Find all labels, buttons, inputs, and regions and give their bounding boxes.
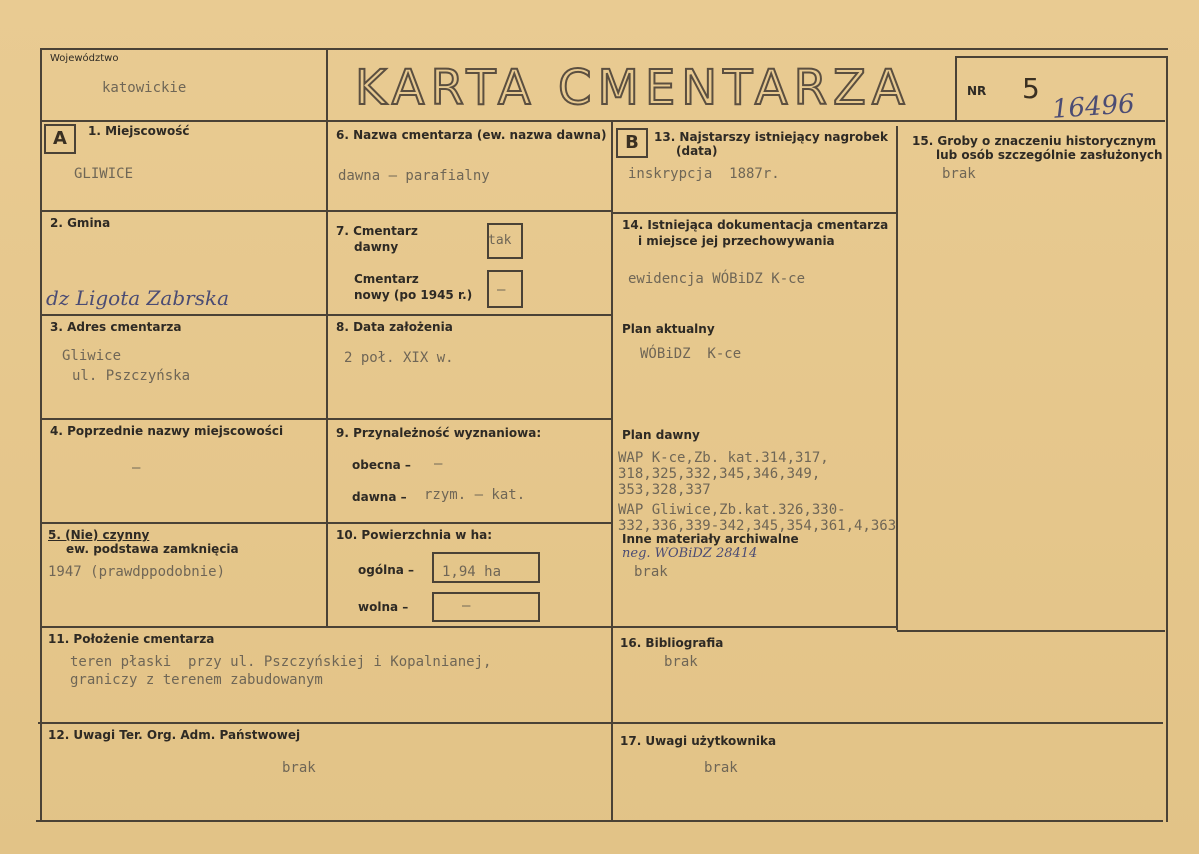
field-5-sublabel: ew. podstawa zamknięcia <box>66 542 239 556</box>
rule <box>1166 56 1168 822</box>
rule <box>40 626 897 628</box>
field-11-line1: teren płaski przy ul. Pszczyńskiej i Kopalnianej, <box>70 654 492 670</box>
field-14-sublabel: i miejsce jej przechowywania <box>638 234 835 248</box>
field-9-former-value: rzym. – kat. <box>424 487 526 503</box>
field-12-label: 12. Uwagi Ter. Org. Adm. Państwowej <box>48 728 301 742</box>
field-10-free-box <box>432 592 540 622</box>
field-3-line1: Gliwice <box>62 348 122 364</box>
field-15-sublabel: lub osób szczególnie zasłużonych <box>936 148 1163 162</box>
field-2-label: 2. Gmina <box>50 216 111 230</box>
former-plan-line: 332,336,339-342,345,354,361,4,363 <box>618 518 897 534</box>
voivodeship-value: katowickie <box>102 80 187 96</box>
rule <box>38 722 1163 724</box>
rule <box>40 48 42 820</box>
rule <box>611 120 613 820</box>
rule <box>897 630 1165 632</box>
field-11-label: 11. Położenie cmentarza <box>48 632 215 646</box>
field-4-label: 4. Poprzednie nazwy miejscowości <box>50 424 284 438</box>
field-8-value: 2 poł. XIX w. <box>344 350 454 366</box>
rule <box>326 48 328 120</box>
field-7-dawny-label: 7. Cmentarz <box>336 224 418 238</box>
former-plan-line: 318,325,332,345,346,349, <box>618 466 821 482</box>
field-8-label: 8. Data założenia <box>336 320 453 334</box>
rule <box>955 56 957 120</box>
card-title: KARTA CMENTARZA <box>355 60 911 116</box>
field-7-dawny-value: tak <box>488 233 512 248</box>
rule <box>40 120 1165 122</box>
field-13-label: 13. Najstarszy istniejący nagrobek <box>654 130 888 144</box>
field-16-label: 16. Bibliografia <box>620 636 724 650</box>
rule <box>896 126 898 630</box>
field-6-label: 6. Nazwa cmentarza (ew. nazwa dawna) <box>336 128 607 142</box>
field-13-sublabel: (data) <box>676 144 718 158</box>
field-7-nowy-value: – <box>497 282 506 298</box>
field-1-value: GLIWICE <box>74 166 134 182</box>
field-9-current-value: – <box>434 456 443 472</box>
section-b-marker: B <box>616 128 648 158</box>
field-6-value: dawna – parafialny <box>338 168 490 184</box>
field-11-line2: graniczy z terenem zabudowanym <box>70 672 323 688</box>
field-1-label: 1. Miejscowość <box>88 124 190 138</box>
field-9-former-label: dawna – <box>352 490 407 504</box>
rule <box>612 212 897 214</box>
field-15-value: brak <box>942 166 976 182</box>
section-a-marker: A <box>44 124 76 154</box>
field-14-label: 14. Istniejąca dokumentacja cmentarza <box>622 218 889 232</box>
rule <box>36 820 1163 822</box>
nr-value: 5 <box>1022 72 1040 105</box>
rule <box>40 48 1168 50</box>
other-materials-value: brak <box>634 564 668 580</box>
field-10-total-label: ogólna – <box>358 563 415 577</box>
rule <box>326 120 328 626</box>
other-materials-handwritten: neg. WOBiDZ 28414 <box>622 546 758 561</box>
field-12-value: brak <box>282 760 316 776</box>
field-10-free-label: wolna – <box>358 600 409 614</box>
voivodeship-label: Województwo <box>50 53 119 64</box>
field-17-value: brak <box>704 760 738 776</box>
field-10-total-value: 1,94 ha <box>442 564 502 580</box>
field-7-nowy-label: Cmentarz <box>354 272 419 286</box>
current-plan-value: WÓBiDZ K-ce <box>640 346 742 362</box>
former-plan-label: Plan dawny <box>622 428 700 442</box>
field-10-free-value: – <box>462 598 471 614</box>
current-plan-label: Plan aktualny <box>622 322 715 336</box>
handwritten-number: 16496 <box>1051 89 1136 125</box>
field-3-label: 3. Adres cmentarza <box>50 320 182 334</box>
field-5-label: 5. (Nie) czynny <box>48 528 150 542</box>
nr-label: NR <box>967 84 987 98</box>
former-plan-line: WAP Gliwice,Zb.kat.326,330- <box>618 502 846 518</box>
field-14-value: ewidencja WÓBiDZ K-ce <box>628 271 806 287</box>
rule <box>955 56 1168 58</box>
former-plan-line: 353,328,337 <box>618 482 711 498</box>
field-7-dawny-sublabel: dawny <box>354 240 399 254</box>
other-materials-label: Inne materiały archiwalne <box>622 532 799 546</box>
former-plan-line: WAP K-ce,Zb. kat.314,317, <box>618 450 829 466</box>
field-3-line2: ul. Pszczyńska <box>72 368 191 384</box>
field-17-label: 17. Uwagi użytkownika <box>620 734 777 748</box>
field-15-label: 15. Groby o znaczeniu historycznym <box>912 134 1157 148</box>
field-9-current-label: obecna – <box>352 458 411 472</box>
field-16-value: brak <box>664 654 698 670</box>
field-7-nowy-sublabel: nowy (po 1945 r.) <box>354 288 473 302</box>
field-4-value: – <box>132 460 141 476</box>
field-13-value: inskrypcja 1887r. <box>628 166 780 182</box>
field-10-label: 10. Powierzchnia w ha: <box>336 528 493 542</box>
field-9-label: 9. Przynależność wyznaniowa: <box>336 426 542 440</box>
field-2-handwritten-value: dz Ligota Zabrska <box>46 286 230 310</box>
field-5-value: 1947 (prawdppodobnie) <box>48 564 226 580</box>
